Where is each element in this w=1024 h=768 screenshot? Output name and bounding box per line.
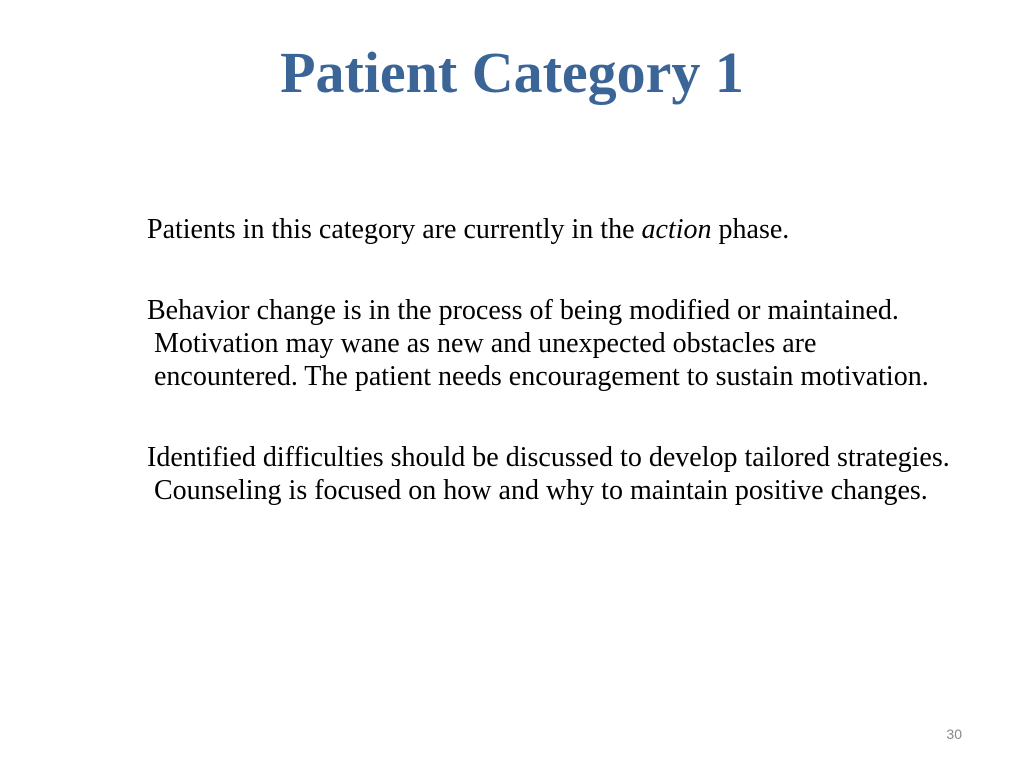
page-number: 30 [946,726,962,742]
paragraph-action-phase [147,213,967,246]
paragraph-behavior-change: Behavior change is in the process of being modified or maintained. Motivation may wane as new and unexpected obstacles are encountered. The patient needs encouragement to sustain motivation. [147,295,929,392]
paragraph-action-phase-emphasis: action [641,214,712,245]
slide-title: Patient Category 1 [280,40,744,105]
slide-body [147,213,967,507]
paragraph-action-phase-before: Patients in this category are currently in the [147,214,642,245]
paragraph-action-phase-after: phase. [711,214,790,245]
paragraph-identified-difficulties: Identified difficulties should be discussed to develop tailored strategies. Counseling is focused on how and why to maintain positive changes. [147,442,950,506]
